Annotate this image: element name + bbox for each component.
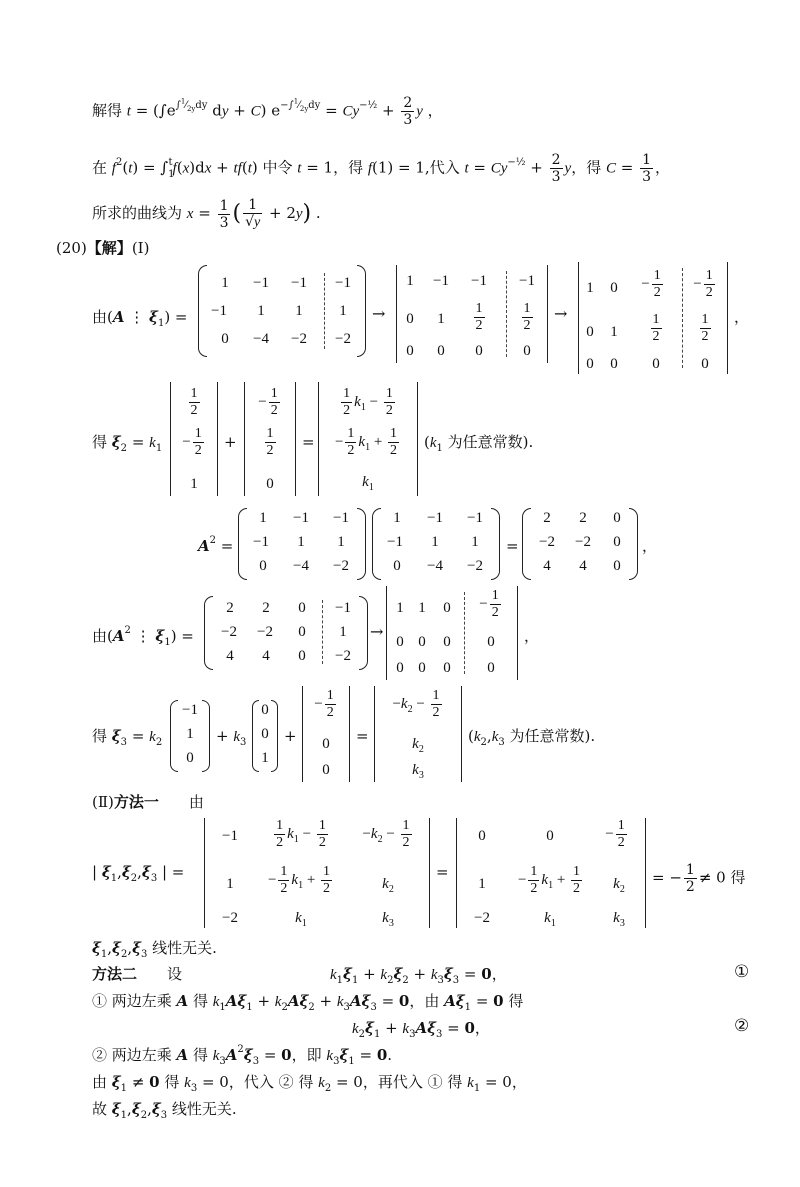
method2-line: 方法二 设 — [92, 965, 183, 983]
xi3-k3: + $k_3$ — [216, 727, 247, 748]
vector-xi3-part: − $\frac{1}{2}$ 0 0 — [302, 686, 350, 784]
matrix-reduced-3: 1 1 0 − $\frac{1}{2}$ 0 0 0 0 0 0 0 0 — [386, 586, 518, 682]
part2-heading: (Ⅱ)方法一 由 — [92, 793, 204, 811]
arrow-3: → — [370, 622, 384, 641]
plus-1: + — [224, 433, 237, 451]
k1-note: ($k_1$ 为任意常数). — [424, 433, 534, 454]
comma-3: ， — [524, 627, 540, 645]
substitute-line: 在 $f^2(t) = \int_1^tf(x)dx + tf(t)$ 中令 t = 1，得 f(1) = 1,代入 $t = Cy^{-\frac{1}{2}}$ + $\frac{2}{3}$ y，得 C = $\frac{1}{3}$ ， — [92, 152, 671, 185]
A-squared-label: $A^2$ = — [198, 535, 234, 555]
det-label: | $\xi_1,\xi_2,\xi_3$ | = — [92, 863, 185, 884]
label-circle-2: ② — [734, 1016, 750, 1036]
vector-xi2-homog: $\frac{1}{2}$ − $\frac{1}{2}$ 1 — [170, 382, 218, 498]
matrix-A-xi1: 1 −1 −1 −1 −1 1 1 1 0 −4 −2 −2 — [198, 265, 366, 357]
vector-xi3-k2: −1 1 0 — [170, 700, 210, 772]
matrix-reduced-2: 1 0 − $\frac{1}{2}$ − $\frac{1}{2}$ 0 1 $\frac{1}{2}$ $\frac{1}{2}$ 0 0 0 0 — [578, 262, 728, 376]
vector-xi3-k3: 0 0 1 — [252, 700, 278, 772]
matrix-A-right: 1 −1 −1 −1 1 1 0 −4 −2 — [372, 508, 500, 580]
determinant-2: 0 0 − $\frac{1}{2}$ 1 − $\frac{1}{2}$ $k_1$ + $\frac{1}{2}$ $k_2$ −2 $k_1$ $k_3$ — [456, 818, 646, 930]
vector-xi3-result: $-k_2$ − $\frac{1}{2}$ $k_2$ $k_3$ — [374, 686, 462, 784]
k23-note: ($k_2,k_3$ 为任意常数). — [468, 727, 596, 748]
determinant-1: −1 $\frac{1}{2}$ $k_1$ − $\frac{1}{2}$ $-k_2$ − $\frac{1}{2}$ 1 − $\frac{1}{2}$ $k_1$ + $\frac{1}{2}$ $k_2$ −2 $k_1$ $k_3$ — [204, 818, 430, 930]
plus-2: + — [284, 727, 297, 745]
matrix-A2-result: 2 2 0 −2 −2 0 4 4 0 — [522, 508, 638, 580]
eq-1: = — [302, 433, 315, 451]
equation-1: $k_1\xi_1 + k_2\xi_2 + k_3\xi_3 = 0$， — [330, 965, 507, 986]
equation-2: $k_2\xi_1 + k_3A\xi_3 = 0$， — [352, 1019, 490, 1040]
final-line: 故 $\xi_1,\xi_2,\xi_3$ 线性无关. — [92, 1100, 237, 1121]
eq-3: = — [356, 727, 369, 745]
substitute-k-line: 由 $\xi_1 \ne 0$ 得 $k_3 = 0$，代入 ② 得 $k_2 = 0$，再代入 ① 得 $k_1 = 0$， — [92, 1073, 527, 1094]
vector-xi2-result: $\frac{1}{2}$ $k_1$ − $\frac{1}{2}$ − $\frac{1}{2}$ $k_1$ + $\frac{1}{2}$ $k_1$ — [318, 382, 418, 498]
xi2-label: 得 $\xi_2 = k_1$ — [92, 433, 163, 454]
xi3-label: 得 $\xi_3 = k_2$ — [92, 727, 163, 748]
matrix-A2-xi1: 2 2 0 −1 −2 −2 0 1 4 4 0 −2 — [204, 596, 368, 670]
indep-line-1: $\xi_1,\xi_2,\xi_3$ 线性无关. — [92, 939, 217, 960]
solve-t-line: 解得 $t = (\int e^{\int^1⁄_{2y}dy}$ dy + C) $e^{-\int^1⁄_{2y}dy} = Cy^{-\frac{1}{2}}$ + $\frac{2}{3}$ y ， — [92, 95, 443, 128]
arrow-1: → — [372, 304, 386, 323]
matrix-A-left: 1 −1 −1 −1 1 1 0 −4 −2 — [238, 508, 366, 580]
mult-line-1: ① 两边左乘 A 得 $k_1A\xi_1 + k_2A\xi_2 + k_3A\xi_3 = 0$，由 $A\xi_1 = 0$ 得 — [92, 992, 524, 1013]
eq-2: = — [506, 537, 519, 555]
matrix-reduced-1: 1 −1 −1 −1 0 1 $\frac{1}{2}$ $\frac{1}{2}$ 0 0 0 0 — [396, 265, 548, 365]
vector-xi2-part: − $\frac{1}{2}$ $\frac{1}{2}$ 0 — [244, 382, 296, 498]
comma-2: ， — [642, 537, 658, 555]
section-20-heading: (20)【解】(Ⅰ) — [56, 239, 150, 257]
augmented-label-2: 由($A^2$ ⋮ $\xi_1$) = — [92, 625, 194, 648]
mult-line-2: ② 两边左乘 A 得 $k_3A^2\xi_3 = 0$，即 $k_3\xi_1 = 0$. — [92, 1044, 393, 1067]
det-value: = − $\frac{1}{2}$ ≠ 0 得 — [652, 862, 746, 895]
comma-1: ， — [734, 308, 750, 326]
curve-result-line: 所求的曲线为 x = $\frac{1}{3}$ ( $\frac{1}{√y}$ + 2y) . — [92, 197, 321, 231]
eq-4: = — [436, 863, 449, 881]
label-circle-1: ① — [734, 962, 750, 982]
augmented-label-1: 由(A ⋮ $\xi_1$) = — [92, 308, 188, 329]
arrow-2: → — [554, 304, 568, 323]
